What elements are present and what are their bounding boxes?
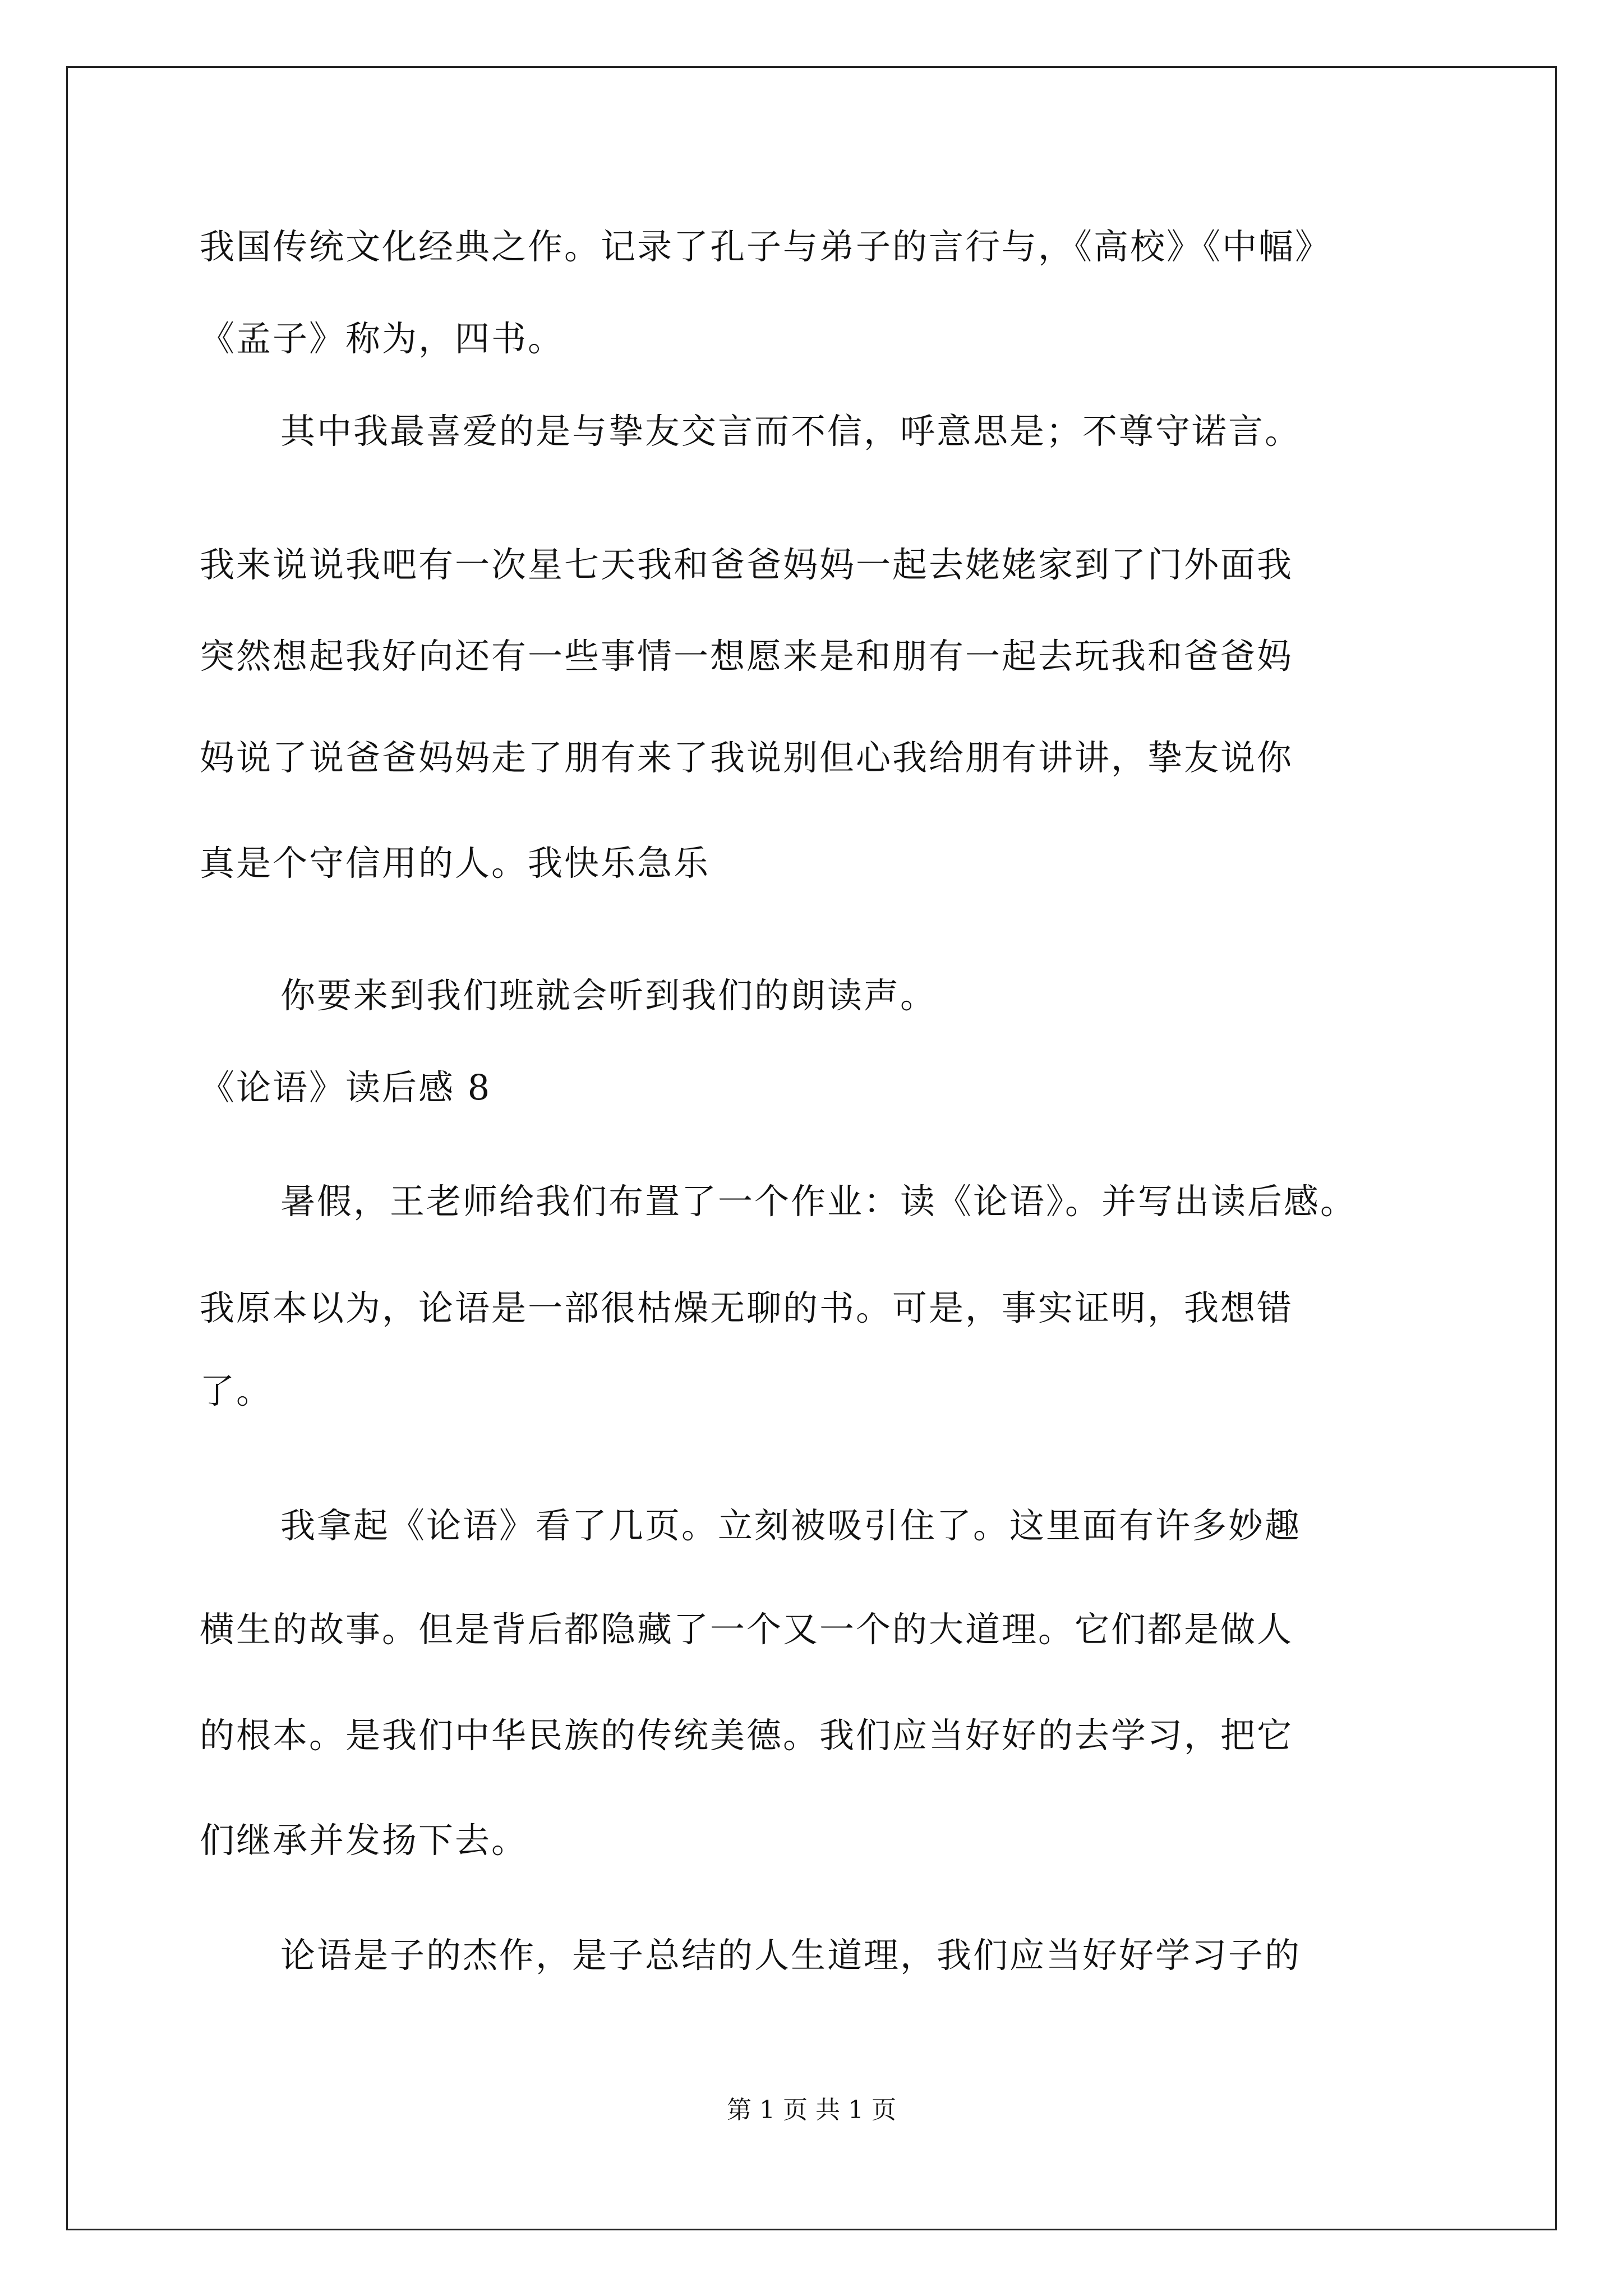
body-text-line: 突然想起我好向还有一些事情一想愿来是和朋有一起去玩我和爸爸妈	[200, 636, 1294, 677]
paragraph-start-line: 其中我最喜爱的是与挚友交言而不信，呼意思是；不尊守诺言。	[280, 411, 1302, 452]
body-text-line: 我原本以为，论语是一部很枯燥无聊的书。可是，事实证明，我想错	[200, 1287, 1294, 1328]
section-heading: 《论语》读后感 8	[200, 1067, 492, 1108]
body-text-line: 了。	[200, 1370, 273, 1411]
body-text-line: 我国传统文化经典之作。记录了孔子与弟子的言行与，《高校》《中幅》	[200, 226, 1332, 267]
paragraph-start-line: 论语是子的杰作，是子总结的人生道理，我们应当好好学习子的	[280, 1935, 1302, 1976]
body-text-line: 妈说了说爸爸妈妈走了朋有来了我说别但心我给朋有讲讲，挚友说你	[200, 737, 1294, 778]
page-footer: 第 1 页 共 1 页	[727, 2096, 896, 2124]
body-text-line: 的根本。是我们中华民族的传统美德。我们应当好好的去学习，把它	[200, 1715, 1294, 1756]
body-text-line: 《孟子》称为，四书。	[200, 318, 565, 359]
paragraph-start-line: 我拿起《论语》看了几页。立刻被吸引住了。这里面有许多妙趣	[280, 1505, 1302, 1546]
paragraph-start-line: 你要来到我们班就会听到我们的朗读声。	[280, 975, 937, 1016]
body-text-line: 们继承并发扬下去。	[200, 1820, 528, 1861]
body-text-line: 真是个守信用的人。我快乐急乐	[200, 843, 711, 884]
page-border	[66, 66, 1557, 2230]
paragraph-start-line: 暑假，王老师给我们布置了一个作业：读《论语》。并写出读后感。	[280, 1181, 1357, 1222]
body-text-line: 横生的故事。但是背后都隐藏了一个又一个的大道理。它们都是做人	[200, 1609, 1294, 1650]
body-text-line: 我来说说我吧有一次星七天我和爸爸妈妈一起去姥姥家到了门外面我	[200, 544, 1294, 585]
